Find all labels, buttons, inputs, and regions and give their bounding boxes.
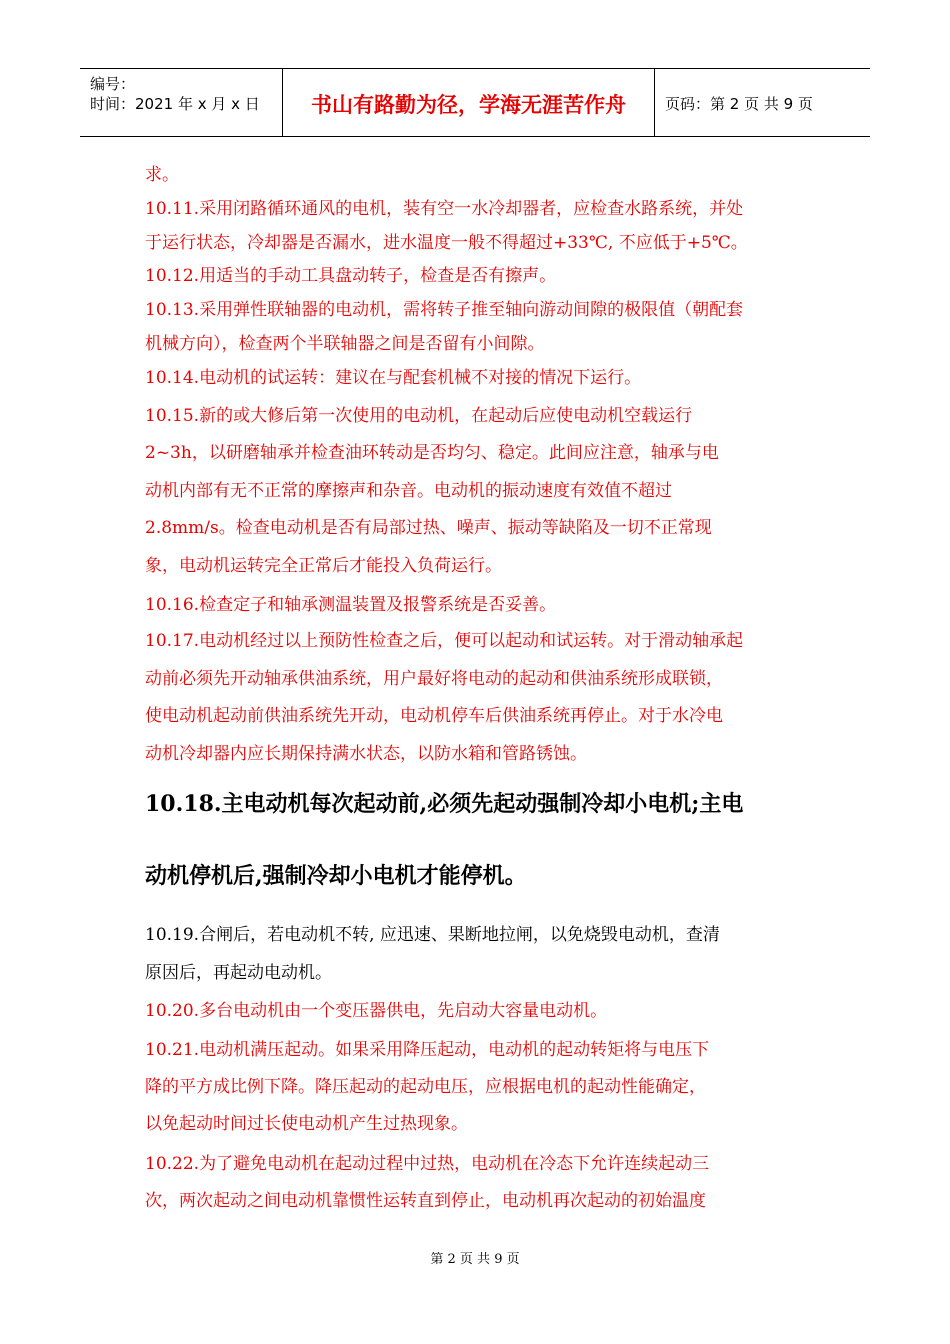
body-heading-line: 动机停机后,强制冷却小电机才能停机。 bbox=[145, 863, 527, 889]
body-line: 10.13.采用弹性联轴器的电动机，需将转子推至轴向游动间隙的极限值（朝配套 bbox=[145, 300, 744, 320]
body-line: 次，两次起动之间电动机靠惯性运转直到停止，电动机再次起动的初始温度 bbox=[145, 1191, 706, 1211]
document-number-label: 编号： bbox=[90, 75, 136, 93]
page-header bbox=[80, 68, 870, 137]
body-line: 求。 bbox=[145, 165, 179, 185]
body-line: 象，电动机运转完全正常后才能投入负荷运行。 bbox=[145, 556, 502, 576]
body-line: 动前必须先开动轴承供油系统，用户最好将电动的起动和供油系统形成联锁， bbox=[145, 669, 723, 689]
header-motto: 书山有路勤为径，学海无涯苦作舟 bbox=[311, 93, 626, 117]
body-line: 动机内部有无不正常的摩擦声和杂音。电动机的振动速度有效值不超过 bbox=[145, 481, 672, 501]
body-line: 10.12.用适当的手动工具盘动转子，检查是否有擦声。 bbox=[145, 266, 557, 286]
page-footer: 第 2 页 共 9 页 bbox=[430, 1252, 520, 1267]
body-line: 机械方向），检查两个半联轴器之间是否留有小间隙。 bbox=[145, 334, 545, 354]
body-line: 2.8mm/s。检查电动机是否有局部过热、噪声、振动等缺陷及一切不正常现 bbox=[145, 518, 712, 538]
body-line: 原因后，再起动电动机。 bbox=[145, 963, 332, 983]
body-line: 10.20.多台电动机由一个变压器供电，先启动大容量电动机。 bbox=[145, 1001, 608, 1021]
header-page-number: 页码：第 2 页 共 9 页 bbox=[665, 95, 813, 113]
header-info-cell bbox=[80, 69, 283, 136]
body-line: 以免起动时间过长使电动机产生过热现象。 bbox=[145, 1114, 468, 1134]
body-line: 于运行状态，冷却器是否漏水，进水温度一般不得超过+33℃, 不应低于+5℃。 bbox=[145, 233, 748, 253]
body-line: 动机冷却器内应长期保持满水状态，以防水箱和管路锈蚀。 bbox=[145, 744, 587, 764]
body-line: 10.11.采用闭路循环通风的电机，装有空一水冷却器者，应检查水路系统，并处 bbox=[145, 199, 744, 219]
body-line: 10.14.电动机的试运转：建议在与配套机械不对接的情况下运行。 bbox=[145, 368, 642, 388]
body-line: 降的平方成比例下降。降压起动的起动电压，应根据电机的起动性能确定， bbox=[145, 1077, 706, 1097]
document-time-label: 时间：2021 年 x 月 x 日 bbox=[90, 95, 260, 113]
body-line: 10.19.合闸后，若电动机不转, 应迅速、果断地拉闸，以免烧毁电动机，查清 bbox=[145, 925, 720, 945]
body-line: 2~3h，以研磨轴承并检查油环转动是否均匀、稳定。此间应注意，轴承与电 bbox=[145, 443, 719, 463]
body-line: 10.21.电动机满压起动。如果采用降压起动，电动机的起动转矩将与电压下 bbox=[145, 1040, 710, 1060]
body-line: 10.17.电动机经过以上预防性检查之后，便可以起动和试运转。对于滑动轴承起 bbox=[145, 631, 744, 651]
header-motto-cell bbox=[283, 69, 655, 136]
header-page-cell bbox=[655, 69, 870, 136]
body-line: 10.22.为了避免电动机在起动过程中过热，电动机在冷态下允许连续起动三 bbox=[145, 1154, 710, 1174]
body-line: 使电动机起动前供油系统先开动，电动机停车后供油系统再停止。对于水冷电 bbox=[145, 706, 723, 726]
body-line: 10.16.检查定子和轴承测温装置及报警系统是否妥善。 bbox=[145, 595, 557, 615]
body-line: 10.15.新的或大修后第一次使用的电动机，在起动后应使电动机空载运行 bbox=[145, 406, 693, 426]
body-heading-line: 10.18.主电动机每次起动前,必须先起动强制冷却小电机;主电 bbox=[145, 791, 744, 817]
